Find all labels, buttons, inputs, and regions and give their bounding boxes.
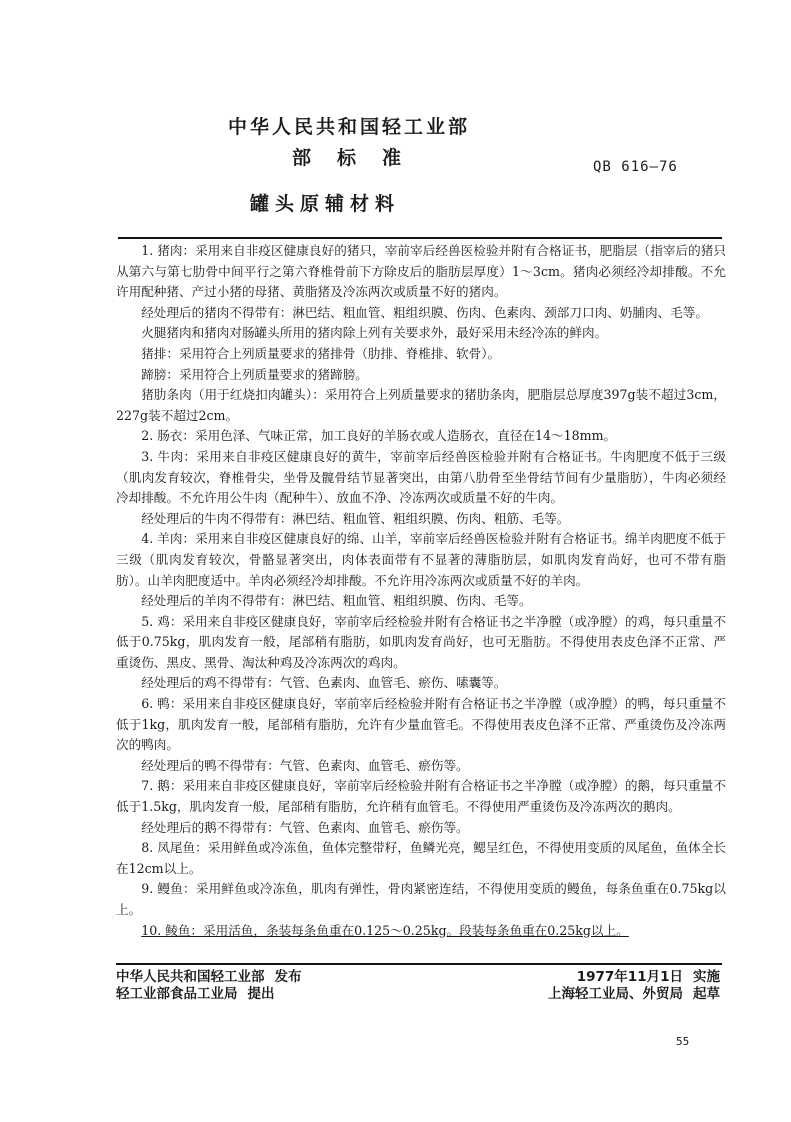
paragraph-mutton: 4. 羊肉：采用来自非疫区健康良好的绵、山羊，宰前宰后经兽医检验并附有合格证书。绵羊肉肥度不低于三级（肌肉发育较次，骨骼显著突出，肉体表面带有不显著的薄脂肪层，如肌肉发育尚好，也可不带有脂肪）。山羊肉肥度适中。羊肉必须经冷却排酸。不允许用冷冻两次或质量不好的羊肉。 <box>116 531 726 588</box>
effective-date: 1977年11月1日 <box>576 969 683 985</box>
paragraph-anchovy: 8. 凤尾鱼：采用鲜鱼或冷冻鱼，鱼体完整带籽，鱼鳞光亮，鳃呈红色，不得使用变质的凤尾鱼，鱼体全长在12cm以上。 <box>116 840 726 876</box>
paragraph-mutton-treatment: 经处理后的羊肉不得带有：淋巴结、粗血管、粗组织膜、伤肉、毛等。 <box>141 593 532 609</box>
paragraph-dace: 10. 鲮鱼：采用活鱼，条装每条鱼重在0.125～0.25kg。段装每条鱼重在0.25kg以上。 <box>141 922 629 938</box>
bottom-rule <box>116 963 722 965</box>
paragraph-chicken: 5. 鸡：采用来自非疫区健康良好，宰前宰后经检验并附有合格证书之半净膛（或净膛）的鸡，每只重量不低于0.75kg，肌肉发育一般，尾部稍有脂肪，如肌肉发育尚好，也可无脂肪。不得使用表皮色泽不正常、严重烫伤、黑皮、黑骨、淘汰种鸡及冷冻两次的鸡肉。 <box>116 613 726 670</box>
paragraph-pork-belly: 猪肋条肉（用于红烧扣肉罐头）：采用符合上列质量要求的猪肋条肉，肥脂层总厚度397g装不超过3cm，227g装不超过2cm。 <box>116 387 726 423</box>
page-number: 55 <box>676 1035 690 1048</box>
paragraph-pork-hock: 蹄膀：采用符合上列质量要求的猪蹄膀。 <box>141 366 368 382</box>
effective-action: 实施 <box>693 969 720 985</box>
publisher-action: 发布 <box>274 969 302 985</box>
effective-line <box>548 969 720 986</box>
paragraph-beef-treatment: 经处理后的牛肉不得带有：淋巴结、粗血管、粗组织膜、伤肉、粗筋、毛等。 <box>141 510 570 526</box>
paragraph-pork-treatment: 经处理后的猪肉不得带有：淋巴结、粗血管、粗组织膜、伤肉、色素肉、颈部刀口肉、奶脯肉、毛等。 <box>141 304 708 320</box>
drafter-name: 上海轻工业局、外贸局 <box>548 986 683 1002</box>
drafter-action: 起草 <box>693 986 720 1002</box>
implementation-block <box>548 969 720 1003</box>
paragraph-goose: 7. 鹅：采用来自非疫区健康良好，宰前宰后经检验并附有合格证书之半净膛（或净膛）的鹅，每只重量不低于1.5kg，肌肉发育一般，尾部稍有脂肪，允许稍有血管毛。不得使用严重烫伤及冷冻两次的鹅肉。 <box>116 778 726 815</box>
proposer-line <box>116 986 302 1003</box>
paragraph-duck-treatment: 经处理后的鸭不得带有：气管、色素肉、血管毛、瘀伤等。 <box>141 757 469 773</box>
paragraph-ham-pork: 火腿猪肉和猪肉对肠罐头所用的猪肉除上列有关要求外，最好采用未经冷冻的鲜肉。 <box>141 325 608 341</box>
paragraph-beef: 3. 牛肉：采用来自非疫区健康良好的黄牛，宰前宰后经兽医检验并附有合格证书。牛肉肥度不低于三级（肌肉发育较次，脊椎骨尖，坐骨及髋骨结节显著突出，由第八肋骨至坐骨结节间有少量脂肪），牛肉必须经冷却排酸。不允许用公牛肉（配种牛）、放血不净、冷冻两次或质量不好的牛肉。 <box>116 448 726 506</box>
proposer-name: 轻工业部食品工业局 <box>116 986 238 1002</box>
paragraph-goose-treatment: 经处理后的鹅不得带有：气管、色素肉、血管毛、瘀伤等。 <box>141 819 469 835</box>
paragraph-pork: 1. 猪肉：采用来自非疫区健康良好的猪只，宰前宰后经兽医检验并附有合格证书，肥脂层（指宰后的猪只从第六与第七肋骨中间平行之第六脊椎骨前下方除皮后的脂肪层厚度）1～3cm。猪肉必须经冷却排酸。不允许用配种猪、产过小猪的母猪、黄脂猪及冷冻两次或质量不好的猪肉。 <box>116 243 726 300</box>
standard-type: 部标准 <box>292 147 428 169</box>
publisher-name: 中华人民共和国轻工业部 <box>116 969 265 985</box>
paragraph-pork-ribs: 猪排：采用符合上列质量要求的猪排骨（肋排、脊椎排、软骨）。 <box>141 345 501 361</box>
paragraph-duck: 6. 鸭：采用来自非疫区健康良好，宰前宰后经检验并附有合格证书之半净膛（或净膛）的鸭，每只重量不低于1kg，肌肉发育一般，尾部稍有脂肪，允许有少量血管毛。不得使用表皮色泽不正常、严重烫伤及冷冻两次的鸭肉。 <box>116 696 726 753</box>
publisher-line <box>116 969 302 986</box>
paragraph-chicken-treatment: 经处理后的鸡不得带有：气管、色素肉、血管毛、瘀伤、嗉囊等。 <box>141 675 507 691</box>
document-body <box>116 241 726 941</box>
document-title: 罐头原辅材料 <box>250 193 401 215</box>
drafter-line <box>548 986 720 1003</box>
top-rule <box>118 237 722 239</box>
ministry-title: 中华人民共和国轻工业部 <box>228 116 471 138</box>
paragraph-casing: 2. 肠衣：采用色泽、气味正常，加工良好的羊肠衣或人造肠衣，直径在14～18mm。 <box>141 428 617 444</box>
publisher-block <box>116 969 302 1003</box>
paragraph-eel: 9. 鳗鱼：采用鲜鱼或冷冻鱼，肌肉有弹性，骨肉紧密连结，不得使用变质的鳗鱼，每条鱼重在0.75kg以上。 <box>116 881 726 917</box>
standard-code: QB 616—76 <box>593 159 678 175</box>
proposer-action: 提出 <box>247 986 275 1002</box>
